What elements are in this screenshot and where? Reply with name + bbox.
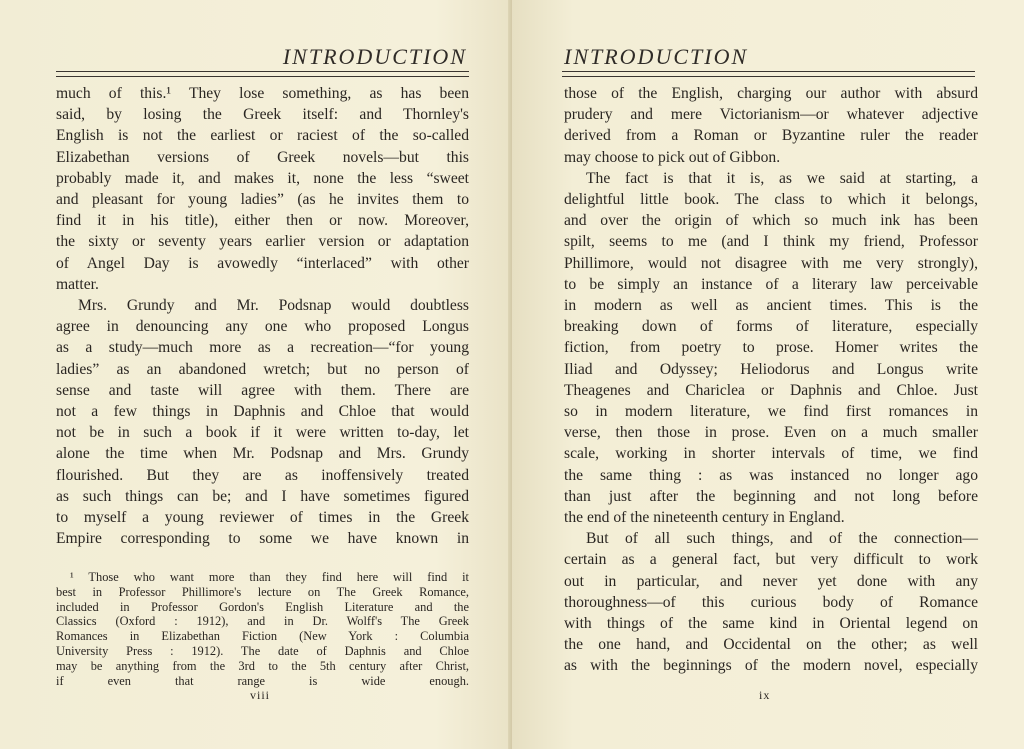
text-line: out in particular, and never yet done with any <box>564 572 978 590</box>
text-line: verse, then those in prose. Even on a much smaller <box>564 424 978 442</box>
text-line: find it in his title), either then or now. Moreover, <box>56 212 469 230</box>
text-line: delightful little book. The class to which it belongs, <box>564 191 978 209</box>
right-body-text <box>564 83 978 677</box>
text-line: agree in denouncing any one who proposed Longus <box>56 318 469 336</box>
text-line: alone the time when Mr. Podsnap and Mrs. Grundy <box>56 445 469 463</box>
text-line: English is not the earliest or raciest of the so-called <box>56 127 469 145</box>
text-line: Elizabethan versions of Greek novels—but this <box>56 148 469 166</box>
text-line: not a few things in Daphnis and Chloe that would <box>56 403 469 421</box>
text-line: Mrs. Grundy and Mr. Podsnap would doubtless <box>78 297 469 315</box>
text-line: certain as a general fact, but very difficult to work <box>564 551 978 569</box>
text-line: in modern as well as ancient times. This is the <box>564 297 978 315</box>
text-line: ladies” as an abandoned wretch; but no person of <box>56 360 469 378</box>
footnote-line: University Press : 1912). The date of Daphnis and Chloe <box>56 643 469 658</box>
text-line: than just after the beginning and not long before <box>564 487 978 505</box>
text-line: probably made it, and makes it, none the less “sweet <box>56 169 469 187</box>
text-line: Theagenes and Chariclea or Daphnis and Chloe. Just <box>564 381 978 399</box>
text-line: to be simply an instance of a literary law perceivable <box>564 275 978 293</box>
text-line: matter. <box>56 275 99 293</box>
text-line: sense and taste will agree with them. There are <box>56 381 469 399</box>
text-line: said, by losing the Greek itself: and Thornley's <box>56 106 469 124</box>
footnote-line: ¹ Those who want more than they find here will find it <box>70 570 469 584</box>
text-line: and over the origin of which so much ink has been <box>564 212 978 230</box>
text-line: But of all such things, and of the connection— <box>586 530 978 548</box>
text-line: The fact is that it is, as we said at starting, a <box>586 169 978 187</box>
text-line: fiction, from poetry to prose. Homer writes the <box>564 339 978 357</box>
text-line: the end of the nineteenth century in England. <box>564 509 845 527</box>
text-line: spilt, seems to me (and I think my friend, Professor <box>564 233 978 251</box>
text-line: flourished. But they are as inoffensively treated <box>56 466 469 484</box>
text-line: not be in such a book if it were written to-day, let <box>56 424 469 442</box>
text-line: the sixty or seventy years earlier version or adaptation <box>56 233 469 251</box>
footnote-line: Classics (Oxford : 1912), and in Dr. Wolff's The Greek <box>56 614 469 629</box>
footnote <box>56 570 469 688</box>
text-line: prudery and mere Victorianism—or whatever adjective <box>564 106 978 124</box>
text-line: Iliad and Odyssey; Heliodorus and Longus write <box>564 360 978 378</box>
text-line: Phillimore, would not disagree with me very strongly), <box>564 254 978 272</box>
text-line: as with the beginnings of the modern novel, especially <box>564 657 978 675</box>
text-line: as such things can be; and I have sometimes figured <box>56 487 469 505</box>
page-number: viii <box>250 688 271 702</box>
text-line: derived from a Roman or Byzantine ruler the reader <box>564 127 978 145</box>
text-line: to myself a young reviewer of times in the Greek <box>56 509 469 527</box>
footnote-line: included in Professor Gordon's English Literature and the <box>56 599 469 614</box>
right-header-rule <box>562 71 975 77</box>
text-line: may choose to pick out of Gibbon. <box>564 148 781 166</box>
text-line: those of the English, charging our author with absurd <box>564 85 978 102</box>
text-line: of Angel Day is avowedly “interlaced” with other <box>56 254 469 272</box>
text-line: and pleasant for young ladies” (as he invites them to <box>56 191 469 209</box>
left-running-head: INTRODUCTION <box>282 44 467 69</box>
text-line: scale, working in shorter intervals of time, we find <box>564 445 978 463</box>
right-page <box>512 0 1024 749</box>
footnote-line: if even that range is wide enough. <box>56 673 469 688</box>
text-line: breaking down of forms of literature, especially <box>564 318 978 336</box>
page-number: ix <box>759 688 771 702</box>
text-line: much of this.¹ They lose something, as has been <box>56 85 469 102</box>
footnote-line: Romances in Elizabethan Fiction (New York : Columbia <box>56 629 469 644</box>
text-line: as a study—much more as a recreation—“for young <box>56 339 469 357</box>
right-running-head: INTRODUCTION <box>564 44 749 69</box>
text-line: so in modern literature, we find first romances in <box>564 403 978 421</box>
text-line: with things of the same kind in Oriental legend on <box>564 615 978 633</box>
footnote-line: best in Professor Phillimore's lecture on The Greek Romance, <box>56 584 469 599</box>
text-line: the one hand, and Occidental on the other; as well <box>564 636 978 654</box>
text-line: thoroughness—of this curious body of Romance <box>564 593 978 611</box>
text-line: the same thing : as was instanced no longer ago <box>564 466 978 484</box>
left-header-rule <box>56 71 469 77</box>
footnote-line: may be anything from the 3rd to the 5th century after Christ, <box>56 658 469 673</box>
text-line: Empire corresponding to some we have known in <box>56 530 469 548</box>
left-body-text <box>56 83 469 549</box>
